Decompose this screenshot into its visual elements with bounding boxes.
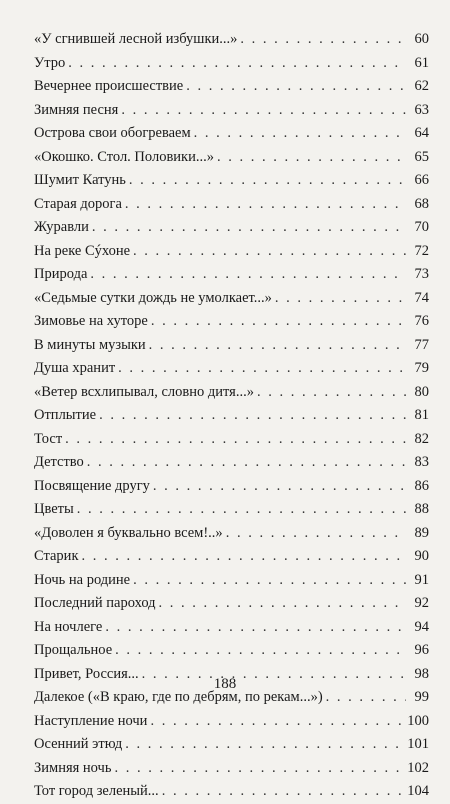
- toc-entry-page: 73: [414, 266, 429, 282]
- toc-entry-page: 98: [414, 665, 429, 682]
- toc-entry: [34, 592, 429, 616]
- toc-entry-title: На ночлеге: [34, 618, 103, 635]
- toc-entry: [34, 451, 429, 475]
- toc-entry-page: 92: [414, 595, 429, 611]
- toc-entry-title: В минуты музыки: [34, 336, 146, 353]
- toc-entry-page: 60: [414, 31, 429, 47]
- toc-entry: [34, 263, 429, 287]
- toc-entry-title: Старая дорога: [34, 195, 122, 212]
- toc-leader-dots: [149, 334, 406, 358]
- toc-entry: [34, 193, 429, 217]
- toc-entry: [34, 780, 429, 804]
- toc-entry-page: 94: [414, 618, 429, 635]
- toc-entry: [34, 28, 429, 52]
- toc-entry-page: 90: [414, 548, 429, 564]
- toc-leader-dots: [115, 639, 406, 663]
- toc-leader-dots: [125, 733, 404, 757]
- toc-entry: [34, 475, 429, 499]
- toc-entry-title: Вечернее происшествие: [34, 78, 184, 94]
- toc-leader-dots: [105, 616, 406, 640]
- toc-leader-dots: [77, 498, 406, 522]
- toc-entry-page: 80: [414, 383, 429, 400]
- toc-entry-title: Тот город зеленый...: [34, 783, 159, 799]
- toc-entry: [34, 146, 429, 170]
- toc-leader-dots: [81, 545, 406, 569]
- toc-leader-dots: [257, 381, 406, 405]
- toc-entry-title: Детство: [34, 454, 84, 470]
- toc-leader-dots: [133, 240, 406, 264]
- toc-entry-title: Душа хранит: [34, 360, 116, 376]
- toc-entry-title: Острова свои обогреваем: [34, 125, 191, 141]
- toc-leader-dots: [275, 287, 406, 311]
- toc-entry-title: Привет, Россия...: [34, 665, 139, 682]
- toc-entry-title: Прощальное: [34, 642, 113, 658]
- toc-entry-title: На реке Сýхоне: [34, 242, 131, 259]
- toc-leader-dots: [159, 592, 406, 616]
- toc-entry-page: 99: [414, 689, 429, 705]
- toc-leader-dots: [125, 193, 406, 217]
- toc-entry-title: Природа: [34, 266, 88, 282]
- toc-leader-dots: [90, 263, 406, 287]
- toc-entry: [34, 404, 429, 428]
- toc-entry: [34, 99, 429, 123]
- toc-entry: [34, 757, 429, 781]
- toc-entry: [34, 498, 429, 522]
- toc-leader-dots: [240, 28, 406, 52]
- toc-leader-dots: [129, 169, 406, 193]
- toc-entry-page: 72: [414, 242, 429, 259]
- toc-leader-dots: [99, 404, 406, 428]
- toc-entry-page: 74: [414, 289, 429, 306]
- toc-entry: [34, 710, 429, 734]
- toc-entry-page: 88: [414, 501, 429, 517]
- toc-entry-page: 83: [414, 454, 429, 470]
- toc-entry-page: 104: [407, 783, 429, 799]
- toc-entry-title: Тост: [34, 430, 63, 447]
- toc-leader-dots: [92, 216, 406, 240]
- toc-entry-page: 70: [414, 219, 429, 235]
- toc-entry-title: Утро: [34, 54, 66, 71]
- toc-entry-page: 102: [407, 759, 429, 776]
- toc-leader-dots: [153, 475, 406, 499]
- toc-entry-title: Последний пароход: [34, 595, 156, 611]
- toc-entry-title: Осенний этюд: [34, 736, 123, 752]
- toc-entry-page: 61: [414, 54, 429, 71]
- toc-entry-page: 101: [407, 736, 429, 752]
- toc-entry-title: Ночь на родине: [34, 571, 131, 588]
- toc-entry-title: «Окошко. Стол. Половики...»: [34, 148, 214, 165]
- toc-entry: [34, 639, 429, 663]
- toc-leader-dots: [217, 146, 406, 170]
- toc-entry-page: 76: [414, 313, 429, 329]
- toc-leader-dots: [118, 357, 406, 381]
- toc-entry-title: «У сгнившей лесной избушки...»: [34, 31, 238, 47]
- toc-entry-title: «Доволен я буквально всем!..»: [34, 524, 223, 541]
- toc-entry: [34, 381, 429, 405]
- toc-entry-title: Посвящение другу: [34, 477, 150, 494]
- toc-entry-title: Журавли: [34, 219, 89, 235]
- toc-entry: [34, 122, 429, 146]
- toc-entry-page: 65: [414, 148, 429, 165]
- toc-entry: [34, 357, 429, 381]
- toc-entry: [34, 428, 429, 452]
- toc-entry: [34, 616, 429, 640]
- toc-entry-title: Отплытие: [34, 407, 97, 423]
- toc-leader-dots: [114, 757, 404, 781]
- toc-entry-page: 79: [414, 360, 429, 376]
- toc-entry-page: 81: [414, 407, 429, 423]
- toc-entry-page: 91: [414, 571, 429, 588]
- toc-entry-page: 63: [414, 101, 429, 118]
- toc-entry-title: Цветы: [34, 501, 74, 517]
- toc-entry-page: 68: [414, 195, 429, 212]
- toc-entry-title: «Седьмые сутки дождь не умолкает...»: [34, 289, 272, 306]
- page-number: 188: [213, 676, 237, 692]
- toc-entry: [34, 52, 429, 76]
- toc-leader-dots: [133, 569, 406, 593]
- toc-entry-title: Наступление ночи: [34, 712, 148, 729]
- toc-leader-dots: [194, 122, 406, 146]
- toc-entry-page: 64: [414, 125, 429, 141]
- toc-entry: [34, 240, 429, 264]
- toc-entry: [34, 287, 429, 311]
- toc-entry: [34, 334, 429, 358]
- toc-entry-title: «Ветер всхлипывал, словно дитя...»: [34, 383, 254, 400]
- toc-entry: [34, 545, 429, 569]
- toc-entry: [34, 169, 429, 193]
- toc-leader-dots: [150, 710, 404, 734]
- toc-entry-page: 89: [414, 524, 429, 541]
- toc-entry-title: Зимняя ночь: [34, 759, 112, 776]
- toc-leader-dots: [65, 428, 406, 452]
- toc-entry-title: Зимняя песня: [34, 101, 119, 118]
- toc-entry-page: 62: [414, 78, 429, 94]
- toc-entry-page: 86: [414, 477, 429, 494]
- toc-entry: [34, 733, 429, 757]
- toc-leader-dots: [186, 75, 406, 99]
- toc-entry-page: 66: [414, 172, 429, 188]
- toc-entry-title: Старик: [34, 548, 79, 564]
- toc-entry: [34, 310, 429, 334]
- toc-entry-page: 77: [414, 336, 429, 353]
- toc-entry: [34, 75, 429, 99]
- toc-entry-page: 96: [414, 642, 429, 658]
- toc-entry-title: Зимовье на хуторе: [34, 313, 148, 329]
- toc-entry: [34, 569, 429, 593]
- toc-entry-title: Далекое («В краю, где по дебрям, по рекам...»): [34, 689, 323, 705]
- toc-leader-dots: [68, 52, 406, 76]
- toc-entry-title: Шумит Катунь: [34, 172, 126, 188]
- toc-leader-dots: [87, 451, 406, 475]
- toc-leader-dots: [121, 99, 406, 123]
- toc-entry: [34, 522, 429, 546]
- toc-leader-dots: [151, 310, 406, 334]
- toc-entry: [34, 216, 429, 240]
- toc-entry-page: 82: [414, 430, 429, 447]
- toc-leader-dots: [162, 780, 405, 804]
- toc-leader-dots: [226, 522, 406, 546]
- toc-entry-page: 100: [407, 712, 429, 729]
